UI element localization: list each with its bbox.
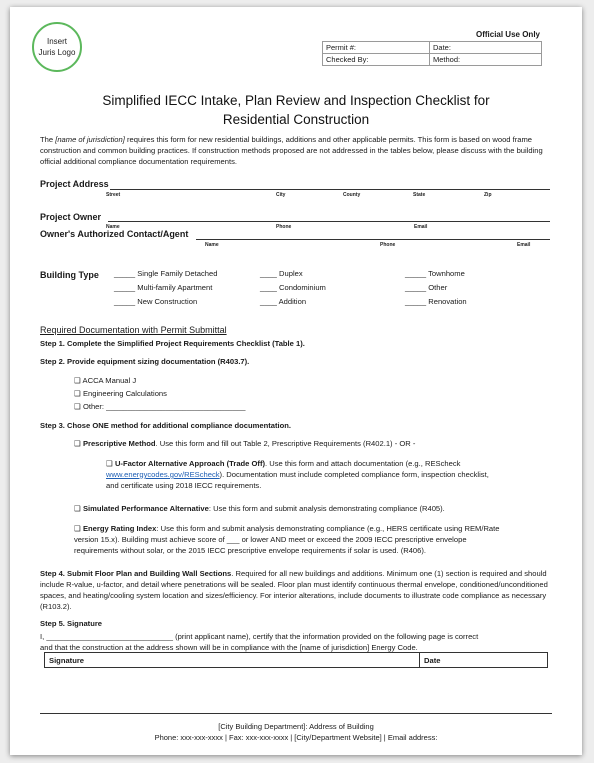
option-label: Multi-family Apartment: [137, 283, 213, 292]
option-u-factor-alternative[interactable]: [106, 458, 556, 491]
step-5: Step 5. Signature: [40, 619, 103, 628]
checkbox-label: ACCA Manual J: [82, 376, 137, 385]
step-1: Step 1. Complete the Simplified Project Requirements Checklist (Table 1).: [40, 339, 305, 348]
address-county-caption: County: [343, 192, 361, 198]
signature-table: [44, 652, 548, 668]
project-address-field[interactable]: [110, 189, 550, 190]
logo-text-line2: Juris Logo: [38, 48, 76, 57]
footer-divider: [40, 713, 552, 714]
official-use-label: Official Use Only: [475, 30, 540, 39]
checked-by-cell[interactable]: Checked By:: [323, 54, 430, 66]
step-2: Step 2. Provide equipment sizing documentation (R403.7).: [40, 357, 250, 366]
footer-contact: Phone: xxx-xxx-xxxx | Fax: xxx-xxx-xxxx | [City/Department Website] | Email address:: [154, 733, 438, 742]
option-condominium[interactable]: ____ Condominium: [260, 283, 326, 292]
contact-name-caption: Name: [205, 242, 219, 248]
option-label: Townhome: [428, 269, 465, 278]
checkbox-icon: ❑: [106, 459, 113, 468]
authorized-contact-label: Owner's Authorized Contact/Agent: [40, 229, 189, 239]
jurisdiction-logo-placeholder: [32, 22, 82, 72]
permit-number-cell[interactable]: Permit #:: [323, 42, 430, 54]
option-label: Single Family Detached: [137, 269, 218, 278]
logo-text-line1: Insert: [46, 37, 67, 46]
option-new-construction[interactable]: _____ New Construction: [114, 297, 198, 306]
option-label: New Construction: [137, 297, 198, 306]
eri-text-3: requirements without solar, or the 2015 IECC prescriptive envelope requirements if solar is used. (R406).: [74, 546, 427, 555]
prescriptive-title: Prescriptive Method: [82, 439, 156, 448]
checkbox-icon: ❑: [74, 376, 81, 385]
page-title: [10, 91, 582, 129]
u-factor-text-1: . Use this form and attach documentation (e.g., REScheck: [265, 459, 461, 468]
date-cell[interactable]: Date:: [430, 42, 542, 54]
checkbox-icon: ❑: [74, 402, 81, 411]
u-factor-text-2: ). Documentation must include completed compliance form, inspection checklist,: [219, 470, 489, 479]
step-4: [40, 568, 555, 612]
u-factor-text-3: and certificate using 2018 IECC requirements.: [106, 481, 262, 490]
address-state-caption: State: [413, 192, 426, 198]
checkbox-icon: ❑: [74, 439, 81, 448]
eri-title: Energy Rating Index: [82, 524, 157, 533]
option-label: Renovation: [428, 297, 467, 306]
option-single-family[interactable]: _____ Single Family Detached: [114, 269, 218, 278]
certification-line-1: I, ______________________________ (print applicant name), certify that the information provided on the following page is correct: [40, 632, 479, 641]
step-3: Step 3. Chose ONE method for additional compliance documentation.: [40, 421, 292, 430]
option-energy-rating-index[interactable]: [74, 523, 554, 556]
rescheck-link[interactable]: www.energycodes.gov/REScheck: [106, 470, 220, 479]
option-label: Addition: [278, 297, 307, 306]
address-city-caption: City: [276, 192, 286, 198]
project-owner-field[interactable]: [108, 221, 550, 222]
official-use-table: [322, 41, 542, 66]
simulated-title: Simulated Performance Alternative: [82, 504, 209, 513]
address-street-caption: Street: [106, 192, 121, 198]
intro-paragraph: [40, 134, 560, 167]
option-renovation[interactable]: _____ Renovation: [405, 297, 467, 306]
option-multi-family[interactable]: _____ Multi-family Apartment: [114, 283, 213, 292]
address-zip-caption: Zip: [484, 192, 492, 198]
option-addition[interactable]: ____ Addition: [260, 297, 307, 306]
checkbox-acca-manual-j[interactable]: [74, 376, 136, 385]
option-label: Condominium: [279, 283, 326, 292]
option-simulated-performance[interactable]: [74, 504, 445, 513]
authorized-contact-field[interactable]: [196, 239, 550, 240]
title-line-1: Simplified IECC Intake, Plan Review and Inspection Checklist for: [102, 93, 490, 108]
prescriptive-text: . Use this form and fill out Table 2, Prescriptive Requirements (R402.1) - OR -: [155, 439, 416, 448]
checkbox-icon: ❑: [74, 389, 81, 398]
checkbox-icon: ❑: [74, 504, 81, 513]
step-4-title: Step 4. Submit Floor Plan and Building Wall Sections: [40, 569, 232, 578]
option-other[interactable]: _____ Other: [405, 283, 448, 292]
option-label: Duplex: [279, 269, 303, 278]
checkbox-label: Other: _________________________________: [82, 402, 246, 411]
footer-address: [City Building Department]: Address of Building: [218, 722, 374, 731]
certification-statement: [40, 631, 560, 653]
title-line-2: Residential Construction: [222, 112, 370, 127]
owner-email-caption: Email: [414, 224, 428, 230]
required-docs-heading: Required Documentation with Permit Submittal: [40, 325, 227, 335]
option-label: Other: [428, 283, 448, 292]
signature-field[interactable]: Signature: [45, 653, 420, 668]
owner-phone-caption: Phone: [276, 224, 292, 230]
eri-text-2: version 15.x). Building must achieve score of ___ or lower AND meet or exceed the 2009 IECC prescriptive envelope: [74, 535, 467, 544]
contact-email-caption: Email: [517, 242, 531, 248]
option-prescriptive-method[interactable]: [74, 439, 415, 448]
project-address-label: Project Address: [40, 179, 109, 189]
intro-text-pre: The: [40, 135, 56, 144]
building-type-label: Building Type: [40, 270, 99, 280]
option-townhome[interactable]: _____ Townhome: [405, 269, 465, 278]
intro-text-post: requires this form for new residential buildings, additions and other applicable permits. This form is based on wood frame construction and common building practices. If construction methods proposed are not addressed in the tables below, please discuss with the building official additional compliance documentation requirements.: [40, 135, 543, 166]
signature-date-field[interactable]: Date: [420, 653, 548, 668]
option-duplex[interactable]: ____ Duplex: [260, 269, 303, 278]
simulated-text: : Use this form and submit analysis demonstrating compliance (R405).: [208, 504, 445, 513]
eri-text-1: : Use this form and submit analysis demonstrating compliance (e.g., HERS certificate using REM/Rate: [156, 524, 500, 533]
step-4-text: . Required for all new buildings and additions. Minimum one (1) section is required and should include R-value, u-factor, and detail where penetrations will be sealed. Floor plan must identify continuous thermal envelope, conditioned/unconditioned spaces, and heating/cooling system location and sizes/efficiency. For interior alterations, include documents to illustrate code compliance as necessary (R103.2).: [40, 569, 548, 611]
checkbox-icon: ❑: [74, 524, 81, 533]
checkbox-other[interactable]: [74, 402, 246, 411]
u-factor-title: U-Factor Alternative Approach (Trade Off): [114, 459, 266, 468]
intro-jurisdiction: [name of jurisdiction]: [55, 135, 125, 144]
contact-phone-caption: Phone: [380, 242, 396, 248]
certification-line-2: and that the construction at the address shown will be in compliance with the [name of jurisdiction] Energy Code.: [40, 643, 418, 652]
checkbox-engineering-calculations[interactable]: [74, 389, 167, 398]
owner-name-caption: Name: [106, 224, 120, 230]
project-owner-label: Project Owner: [40, 212, 102, 222]
document-page: [10, 7, 582, 755]
checkbox-label: Engineering Calculations: [82, 389, 167, 398]
method-cell[interactable]: Method:: [430, 54, 542, 66]
